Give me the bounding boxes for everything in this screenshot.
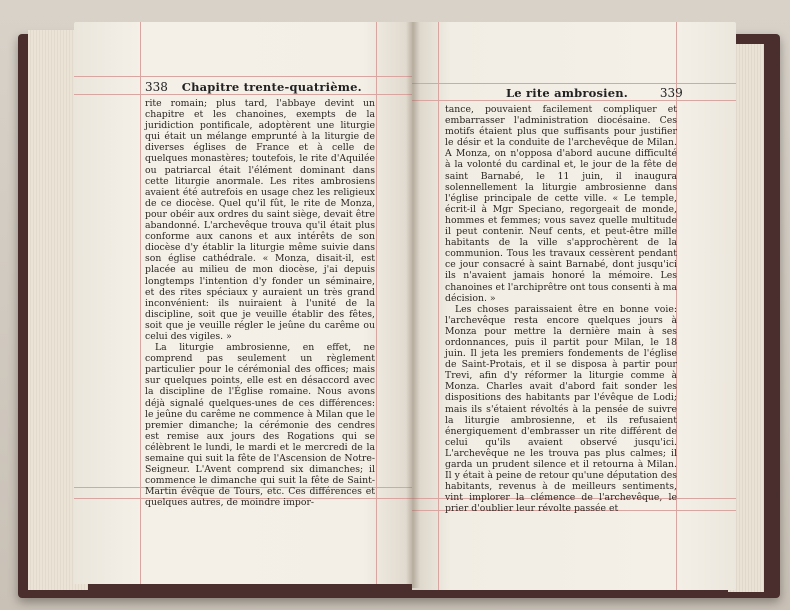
running-title: Le rite ambrosien. <box>506 86 628 100</box>
page-number: 338 <box>145 80 168 94</box>
left-page <box>74 22 414 584</box>
header-rule <box>412 83 736 84</box>
left-page-text <box>145 98 375 508</box>
margin-rule <box>438 22 439 590</box>
right-page-text <box>445 104 677 514</box>
right-page <box>412 22 736 590</box>
book-gutter <box>406 22 420 588</box>
margin-rule <box>376 22 377 584</box>
page-header <box>145 80 362 94</box>
header-rule <box>74 94 414 95</box>
header-rule <box>74 76 414 77</box>
paragraph: Les choses paraissaient être en bonne voie: l'archevêque resta encore quelques jours à Monza pour mettre la dernière main à ses ordonnances, puis il partit pour Milan, le 18 juin. Il jeta les premiers fondements de l'église de Saint-Protais, et il se disposa à partir pour Trevi, afin d'y réformer la liturgie comme à Monza. Charles avait d'abord fait sonder les dispositions des habitants par l'évêque de Lodi; mais ils s'étaient révoltés à la pensée de suivre la liturgie ambrosienne, et ils refusaient énergiquement d'embrasser un rite différent de celui qu'ils avaient observé jusqu'ici. L'archevêque ne les trouva pas plus calmes; il garda un prudent silence et il retourna à Milan. Il y était à peine de retour qu'une députation des habitants, revenus à de meilleurs sentiments, vint implorer la clémence de l'archevêque, le prier d'oublier leur révolte passée et <box>445 303 677 515</box>
paragraph: rite romain; plus tard, l'abbaye devint un chapitre et les chanoines, exempts de la juridiction pontificale, adoptèrent une liturgie qui était un mélange emprunté à la liturgie de diverses églises de France et à celle de quelques monastères; toutefois, le rite d'Aquilée ou patriarcal était l'élément dominant dans cette liturgie anormale. Les rites ambrosiens avaient été autrefois en usage chez les religieux de ce diocèse. Quel qu'il fût, le rite de Monza, pour obéir aux ordres du saint siège, devait être abandonné. L'archevêque trouva qu'il était plus conforme aux canons et aux intérêts de son diocèse d'y établir la liturgie même suivie dans son église cathédrale. « Monza, disait-il, est placée au milieu de mon diocèse, j'ai depuis longtemps l'intention d'y fonder un séminaire, et des rites spéciaux y auraient un très grand inconvénient: ils nuiraient à l'unité de la discipline, soit que je veuille établir des fêtes, soit que je veuille régler le jeûne du carême ou celui des vigiles. » <box>145 98 375 342</box>
running-title: Chapitre trente-quatrième. <box>181 80 362 94</box>
paragraph: La liturgie ambrosienne, en effet, ne comprend pas seulement un règlement particulier pour le cérémonial des offices; mais sur quelques points, elle est en désaccord avec la discipline de l'Église romaine. Nous avons déjà signalé quelques-unes de ces différences: le jeûne du carême ne commence à Milan que le premier dimanche; la cérémonie des cendres est remise aux jours des Rogations qui se célèbrent le lundi, le mardi et le mercredi de la semaine qui suit la fête de l'Ascension de Notre-Seigneur. L'Avent comprend six dimanches; il commence le dimanche qui suit la fête de Saint-Martin évêque de Tours, etc. Ces différences et quelques autres, de moindre impor- <box>145 342 375 509</box>
margin-rule <box>140 22 141 584</box>
page-number: 339 <box>659 86 683 100</box>
header-rule <box>412 100 736 101</box>
page-header <box>506 86 683 100</box>
paragraph: tance, pouvaient facilement compliquer et embarrasser l'administration diocésaine. Ces motifs étaient plus que suffisants pour justifier le désir et la conduite de l'archevêque de Milan. A Monza, on n'opposa d'abord aucune difficulté à la volonté du cardinal et, le jour de la fête de saint Barnabé, le 11 juin, il inaugura solennellement la liturgie ambrosienne dans l'église principale de cette ville. « Le temple, écrit-il à Mgr Speciano, regorgeait de monde, hommes et femmes; vous savez quelle multitude il peut contenir. Neuf cents, et peut-être mille habitants de la ville s'approchèrent de la communion. Tous les travaux cessèrent pendant ce jour consacré à saint Barnabé, dont jusqu'ici ils n'avaient jamais honoré la mémoire. Les chanoines et l'archiprêtre ont tous consenti à ma décision. » <box>445 104 677 304</box>
